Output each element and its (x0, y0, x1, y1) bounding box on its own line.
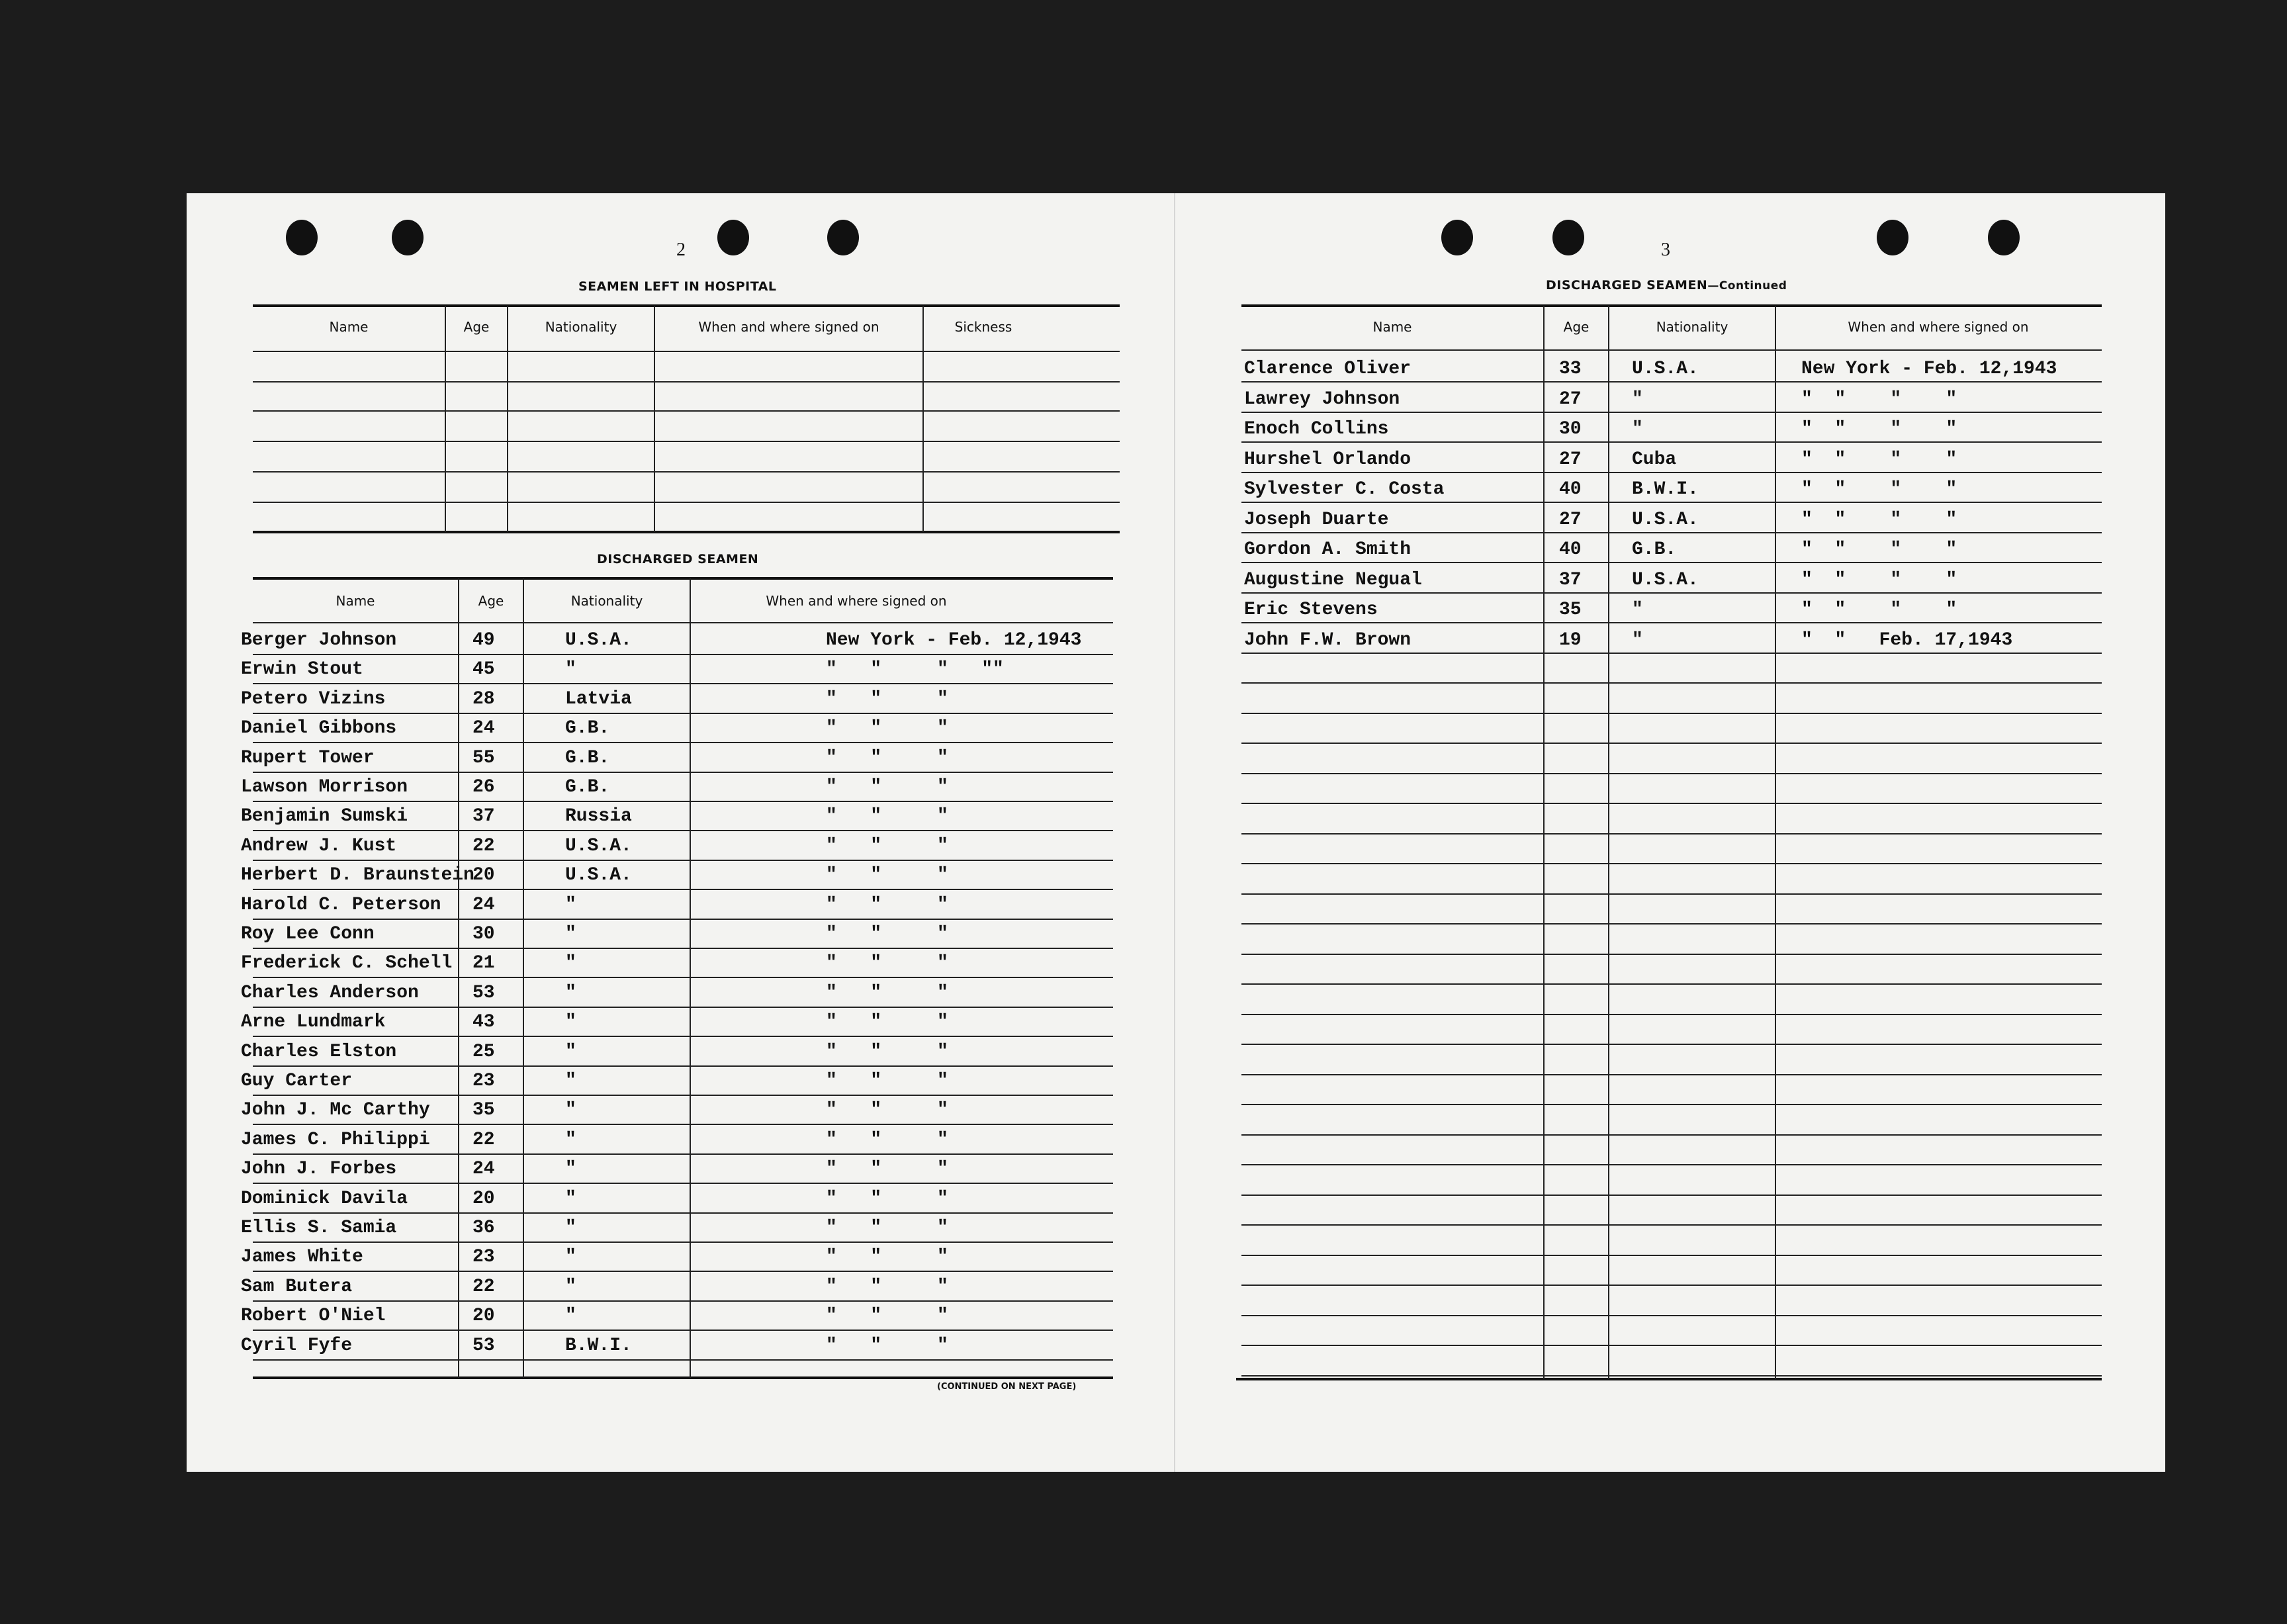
table-rule (1241, 1375, 2102, 1376)
page-number: 3 (1661, 240, 1670, 260)
seaman-name: John J. Forbes (241, 1159, 397, 1179)
seaman-signed-on: " " " " (1801, 419, 1957, 439)
seaman-name: John F.W. Brown (1244, 630, 1412, 651)
seaman-signed-on: " " " (826, 1306, 948, 1326)
seaman-signed-on: " " Feb. 17,1943 (1801, 630, 2013, 651)
seaman-age: 27 (1559, 449, 1582, 470)
table-rule (1241, 1285, 2102, 1286)
table-rule (1241, 833, 2102, 835)
seaman-nationality: U.S.A. (1632, 510, 1699, 530)
seaman-nationality: " (565, 1218, 576, 1238)
table-rule (253, 919, 1113, 920)
seaman-signed-on: " " " (826, 836, 948, 856)
col-header-age: Age (478, 593, 504, 609)
seaman-nationality: G.B. (565, 777, 610, 797)
col-header-sickness: Sickness (954, 319, 1012, 335)
left-page (187, 193, 1174, 1472)
seaman-age: 27 (1559, 389, 1582, 410)
table-rule (1241, 893, 2102, 895)
seaman-age: 33 (1559, 359, 1582, 379)
table-rule (253, 830, 1113, 831)
table-rule (253, 654, 1113, 655)
seaman-name: Rupert Tower (241, 748, 375, 768)
punch-hole (286, 220, 318, 255)
col-header-name: Name (329, 319, 369, 335)
table-rule (1241, 923, 2102, 925)
seaman-signed-on: " " " (826, 1247, 948, 1267)
table-rule (1241, 532, 2102, 533)
discharged-section-title: DISCHARGED SEAMEN (597, 552, 759, 566)
seaman-age: 20 (472, 865, 495, 885)
table-rule (1241, 983, 2102, 985)
table-rule (1241, 1014, 2102, 1015)
page-number: 2 (676, 240, 686, 260)
table-rule (253, 1300, 1113, 1302)
table-rule (253, 441, 1120, 442)
seaman-name: James White (241, 1247, 363, 1267)
table-rule (1241, 1104, 2102, 1105)
seaman-age: 28 (472, 689, 495, 709)
seaman-nationality: U.S.A. (565, 836, 632, 856)
table-rule (253, 1124, 1113, 1125)
seaman-nationality: " (565, 1159, 576, 1179)
seaman-signed-on: " " " (826, 1071, 948, 1091)
seaman-nationality: " (565, 895, 576, 915)
seaman-name: Sylvester C. Costa (1244, 479, 1445, 500)
seaman-signed-on: " " " (826, 983, 948, 1003)
seaman-signed-on: " " " " (1801, 570, 1957, 590)
table-rule (1241, 502, 2102, 503)
punch-hole (717, 220, 749, 255)
seaman-signed-on: " " " " (1801, 479, 1957, 500)
table-rule (253, 1241, 1113, 1243)
seaman-age: 49 (472, 630, 495, 651)
seaman-nationality: U.S.A. (565, 630, 632, 651)
table-rule (253, 1095, 1113, 1096)
seaman-signed-on: " " " (826, 924, 948, 944)
hospital-section-title: SEAMEN LEFT IN HOSPITAL (578, 279, 777, 294)
right-page (1174, 193, 2167, 1472)
table-rule (253, 1330, 1113, 1331)
column-divider (523, 578, 524, 1378)
seaman-name: Charles Anderson (241, 983, 419, 1003)
seaman-signed-on: New York - Feb. 12,1943 (826, 630, 1082, 651)
seaman-signed-on: " " " (826, 1130, 948, 1150)
table-rule (253, 1359, 1113, 1361)
table-rule (1241, 381, 2102, 383)
table-rule (253, 410, 1120, 412)
table-rule (1241, 349, 2102, 351)
seaman-age: 24 (472, 1159, 495, 1179)
seaman-signed-on: " " " (826, 1335, 948, 1356)
table-rule (1241, 1195, 2102, 1196)
seaman-nationality: G.B. (565, 718, 610, 739)
seaman-name: James C. Philippi (241, 1130, 430, 1150)
table-rule (1241, 863, 2102, 864)
section-title-text: DISCHARGED SEAMEN (1546, 278, 1708, 293)
seaman-nationality: " (565, 1189, 576, 1209)
section-title-suffix: —Continued (1707, 279, 1787, 293)
table-rule (1241, 1074, 2102, 1075)
seaman-nationality: G.B. (1632, 539, 1677, 560)
seaman-age: 22 (472, 1130, 495, 1150)
seaman-name: Augustine Negual (1244, 570, 1422, 590)
seaman-nationality: " (1632, 419, 1643, 439)
table-rule (1241, 1044, 2102, 1045)
col-header-name: Name (1372, 319, 1412, 335)
column-divider (690, 578, 691, 1378)
seaman-age: 23 (472, 1071, 495, 1091)
col-header-nationality: Nationality (570, 593, 643, 609)
table-rule (253, 304, 1120, 307)
seaman-age: 20 (472, 1189, 495, 1209)
seaman-age: 35 (1559, 600, 1582, 620)
seaman-name: Daniel Gibbons (241, 718, 397, 739)
seaman-nationality: " (565, 1247, 576, 1267)
seaman-age: 45 (472, 659, 495, 680)
col-header-signed-on: When and where signed on (766, 593, 947, 609)
column-divider (507, 306, 508, 532)
punch-hole (392, 220, 424, 255)
seaman-name: Hurshel Orlando (1244, 449, 1412, 470)
seaman-age: 24 (472, 895, 495, 915)
seaman-name: Enoch Collins (1244, 419, 1389, 439)
seaman-age: 26 (472, 777, 495, 797)
document-sheet (187, 193, 2165, 1472)
table-rule (1241, 653, 2102, 654)
seaman-name: Frederick C. Schell (241, 953, 453, 973)
seaman-name: Petero Vizins (241, 689, 386, 709)
seaman-age: 25 (472, 1042, 495, 1062)
seaman-signed-on: " " " (826, 895, 948, 915)
seaman-signed-on: " " " (826, 748, 948, 768)
table-rule (1241, 472, 2102, 473)
seaman-signed-on: " " " (826, 865, 948, 885)
seaman-nationality: " (565, 1306, 576, 1326)
seaman-name: Guy Carter (241, 1071, 353, 1091)
table-rule (253, 889, 1113, 890)
column-divider (458, 578, 459, 1378)
seaman-age: 19 (1559, 630, 1582, 651)
table-rule (253, 471, 1120, 473)
seaman-name: Gordon A. Smith (1244, 539, 1412, 560)
seaman-name: Andrew J. Kust (241, 836, 397, 856)
table-rule (1241, 562, 2102, 563)
seaman-name: Berger Johnson (241, 630, 397, 651)
seaman-age: 37 (1559, 570, 1582, 590)
col-header-age: Age (1563, 319, 1590, 335)
table-rule (253, 502, 1120, 503)
seaman-nationality: U.S.A. (1632, 359, 1699, 379)
col-header-nationality: Nationality (545, 319, 617, 335)
seaman-nationality: Cuba (1632, 449, 1677, 470)
table-rule (253, 977, 1113, 978)
seaman-signed-on: " " " (826, 806, 948, 827)
seaman-nationality: U.S.A. (1632, 570, 1699, 590)
table-rule (1241, 743, 2102, 744)
table-rule (1241, 1345, 2102, 1346)
table-rule (253, 1271, 1113, 1272)
seaman-signed-on: " " " " (1801, 510, 1957, 530)
seaman-signed-on: " " " (826, 1189, 948, 1209)
seaman-signed-on: " " " (826, 689, 948, 709)
table-rule (253, 1153, 1113, 1155)
seaman-name: Benjamin Sumski (241, 806, 408, 827)
seaman-nationality: " (565, 1130, 576, 1150)
seaman-name: John J. Mc Carthy (241, 1100, 430, 1120)
table-rule (253, 1212, 1113, 1214)
table-rule (1241, 592, 2102, 594)
table-rule (1241, 682, 2102, 684)
table-rule (1241, 1134, 2102, 1136)
seaman-age: 55 (472, 748, 495, 768)
seaman-signed-on: " " " (826, 1100, 948, 1120)
punch-hole (827, 220, 859, 255)
seaman-signed-on: " " " (826, 1042, 948, 1062)
seaman-age: 23 (472, 1247, 495, 1267)
seaman-signed-on: " " " (826, 1159, 948, 1179)
seaman-name: Lawson Morrison (241, 777, 408, 797)
seaman-age: 30 (472, 924, 495, 944)
table-rule (1241, 1315, 2102, 1316)
table-rule (1241, 304, 2102, 307)
seaman-age: 35 (472, 1100, 495, 1120)
seaman-nationality: " (565, 1042, 576, 1062)
seaman-name: Arne Lundmark (241, 1012, 386, 1032)
table-rule (1241, 441, 2102, 443)
table-rule (253, 772, 1113, 773)
discharged-continued-title (1546, 278, 1787, 293)
seaman-nationality: " (565, 1277, 576, 1297)
seaman-name: Herbert D. Braunstein (241, 865, 474, 885)
seaman-name: Charles Elston (241, 1042, 397, 1062)
col-header-age: Age (463, 319, 490, 335)
seaman-nationality: " (565, 659, 576, 680)
seaman-age: 40 (1559, 479, 1582, 500)
continued-note: (CONTINUED ON NEXT PAGE) (937, 1382, 1077, 1392)
seaman-signed-on: " " " " (1801, 449, 1957, 470)
seaman-name: Harold C. Peterson (241, 895, 441, 915)
seaman-nationality: " (565, 1071, 576, 1091)
table-rule (1241, 1255, 2102, 1256)
column-divider (922, 306, 924, 532)
table-rule (253, 381, 1120, 383)
seaman-nationality: G.B. (565, 748, 610, 768)
seaman-name: Dominick Davila (241, 1189, 408, 1209)
seaman-name: Robert O'Niel (241, 1306, 386, 1326)
punch-hole (1988, 220, 2020, 255)
table-rule (253, 948, 1113, 949)
seaman-nationality: " (565, 953, 576, 973)
seaman-age: 27 (1559, 510, 1582, 530)
seaman-signed-on: " " " (826, 777, 948, 797)
seaman-signed-on: " " " (826, 1012, 948, 1032)
table-rule (253, 801, 1113, 802)
column-divider (1608, 306, 1609, 1379)
table-rule (1236, 1378, 2102, 1380)
table-rule (253, 1036, 1113, 1037)
seaman-name: Eric Stevens (1244, 600, 1378, 620)
table-rule (253, 577, 1113, 580)
seaman-nationality: " (565, 1012, 576, 1032)
table-rule (1241, 622, 2102, 623)
seaman-signed-on: " " " (826, 1218, 948, 1238)
table-rule (253, 1376, 1113, 1379)
seaman-age: 43 (472, 1012, 495, 1032)
seaman-name: Cyril Fyfe (241, 1335, 353, 1356)
table-rule (253, 1007, 1113, 1008)
col-header-signed-on: When and where signed on (698, 319, 879, 335)
seaman-nationality: " (1632, 389, 1643, 410)
seaman-age: 21 (472, 953, 495, 973)
seaman-signed-on: " " " " (1801, 539, 1957, 560)
table-rule (1241, 773, 2102, 774)
seaman-signed-on: New York - Feb. 12,1943 (1801, 359, 2057, 379)
seaman-nationality: B.W.I. (1632, 479, 1699, 500)
seaman-age: 30 (1559, 419, 1582, 439)
punch-hole (1552, 220, 1584, 255)
table-rule (253, 860, 1113, 861)
seaman-age: 20 (472, 1306, 495, 1326)
table-rule (253, 742, 1113, 743)
seaman-age: 36 (472, 1218, 495, 1238)
seaman-name: Clarence Oliver (1244, 359, 1412, 379)
seaman-signed-on: " " " " (1801, 389, 1957, 410)
table-rule (1241, 1164, 2102, 1165)
column-divider (1775, 306, 1776, 1379)
seaman-name: Sam Butera (241, 1277, 353, 1297)
col-header-nationality: Nationality (1656, 319, 1728, 335)
punch-hole (1877, 220, 1908, 255)
table-rule (1241, 954, 2102, 955)
table-rule (253, 622, 1113, 623)
table-rule (1241, 412, 2102, 413)
seaman-nationality: " (1632, 600, 1643, 620)
column-divider (654, 306, 655, 532)
seaman-signed-on: " " " (826, 1277, 948, 1297)
column-divider (445, 306, 446, 532)
seaman-nationality: Latvia (565, 689, 632, 709)
seaman-age: 22 (472, 1277, 495, 1297)
punch-hole (1441, 220, 1473, 255)
seaman-signed-on: " " " " (1801, 600, 1957, 620)
seaman-age: 37 (472, 806, 495, 827)
seaman-signed-on: " " " (826, 718, 948, 739)
table-rule (1241, 713, 2102, 714)
seaman-nationality: B.W.I. (565, 1335, 632, 1356)
seaman-age: 53 (472, 1335, 495, 1356)
seaman-nationality: " (565, 983, 576, 1003)
col-header-signed-on: When and where signed on (1848, 319, 2029, 335)
column-divider (1543, 306, 1545, 1379)
seaman-name: Lawrey Johnson (1244, 389, 1400, 410)
seaman-name: Joseph Duarte (1244, 510, 1389, 530)
seaman-signed-on: " " " (826, 953, 948, 973)
seaman-nationality: " (1632, 630, 1643, 651)
seaman-nationality: " (565, 1100, 576, 1120)
table-rule (253, 1183, 1113, 1184)
seaman-age: 40 (1559, 539, 1582, 560)
table-rule (253, 713, 1113, 714)
seaman-nationality: " (565, 924, 576, 944)
table-rule (1241, 1224, 2102, 1226)
table-rule (253, 351, 1120, 352)
col-header-name: Name (336, 593, 375, 609)
seaman-name: Erwin Stout (241, 659, 363, 680)
table-rule (253, 1065, 1113, 1067)
seaman-nationality: U.S.A. (565, 865, 632, 885)
table-rule (1241, 803, 2102, 804)
seaman-age: 22 (472, 836, 495, 856)
seaman-nationality: Russia (565, 806, 632, 827)
seaman-age: 24 (472, 718, 495, 739)
seaman-name: Roy Lee Conn (241, 924, 375, 944)
table-rule (253, 531, 1120, 533)
seaman-signed-on: " " " "" (826, 659, 1004, 680)
table-rule (253, 683, 1113, 684)
seaman-age: 53 (472, 983, 495, 1003)
seaman-name: Ellis S. Samia (241, 1218, 397, 1238)
